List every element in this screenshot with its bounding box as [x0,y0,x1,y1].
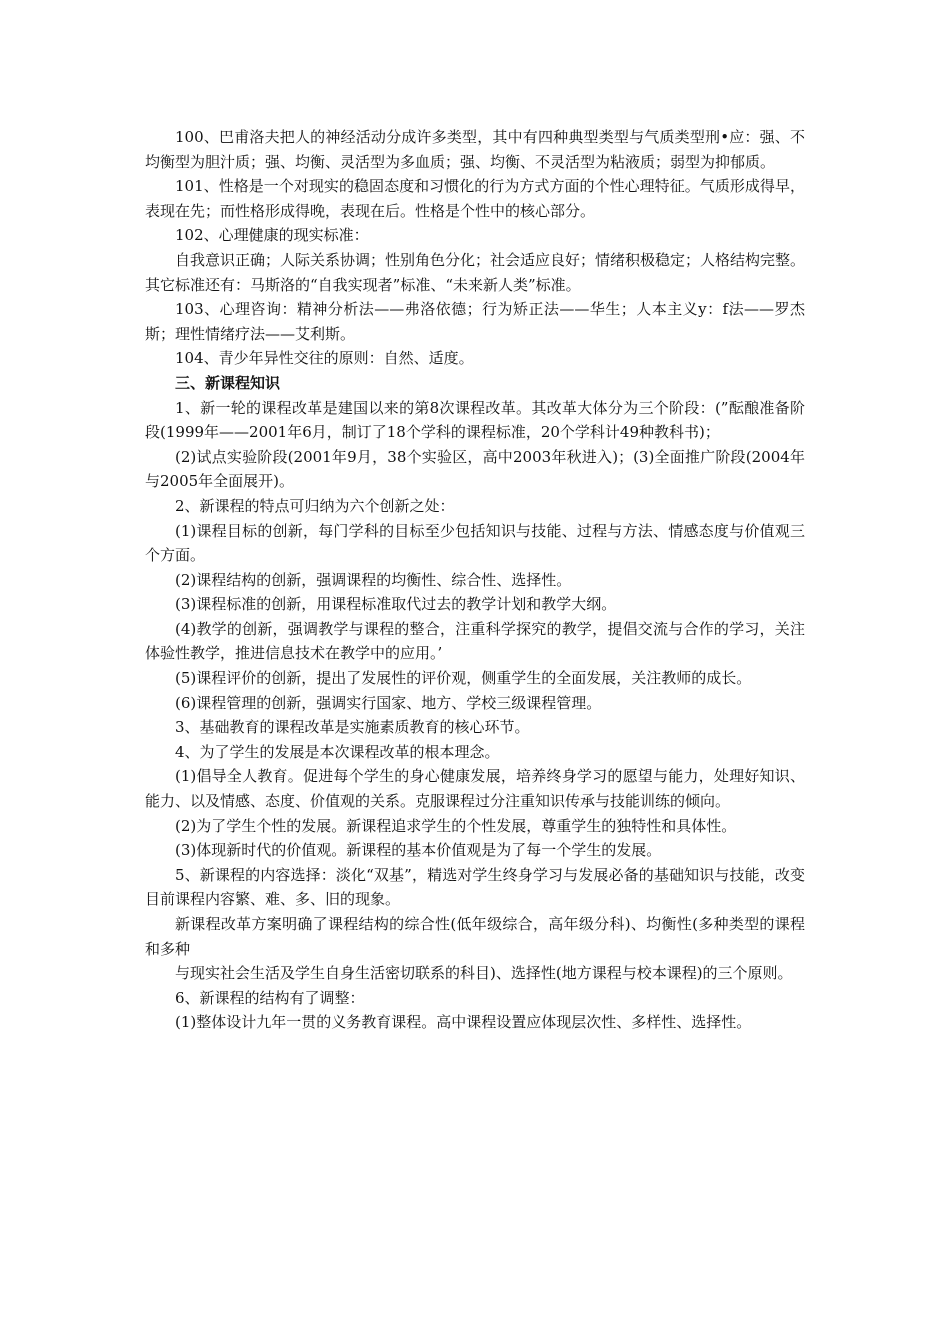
paragraph: 5、新课程的内容选择：淡化“双基”，精选对学生终身学习与发展必备的基础知识与技能，改变目前课程内容繁、难、多、旧的现象。 [145,865,805,909]
paragraph: (2)为了学生个性的发展。新课程追求学生的个性发展，尊重学生的独特性和具体性。 [175,816,737,835]
paragraph: 3、基础教育的课程改革是实施素质教育的核心环节。 [175,718,530,737]
paragraph: (3)课程标准的创新，用课程标准取代过去的教学计划和教学大纲。 [175,595,617,614]
paragraph: (1)倡导全人教育。促进每个学生的身心健康发展，培养终身学习的愿望与能力，处理好知识、能力、以及情感、态度、价值观的关系。克服课程过分注重知识传承与技能训练的倾向。 [145,767,805,811]
paragraph: 与现实社会生活及学生自身生活密切联系的科目)、选择性(地方课程与校本课程)的三个原则。 [175,964,793,983]
paragraph: 2、新课程的特点可归纳为六个创新之处： [175,496,455,515]
paragraph: (2)试点实验阶段(2001年9月，38个实验区，高中2003年秋进入)；(3)全面推广阶段(2004年与2005年全面展开)。 [145,447,805,491]
paragraph: 4、为了学生的发展是本次课程改革的根本理念。 [175,742,500,761]
paragraph: 102、心理健康的现实标准： [175,226,369,245]
paragraph: (1)整体设计九年一贯的义务教育课程。高中课程设置应体现层次性、多样性、选择性。 [175,1013,752,1032]
paragraph: (5)课程评价的创新，提出了发展性的评价观，侧重学生的全面发展，关注教师的成长。 [175,669,752,688]
paragraph: (4)教学的创新，强调教学与课程的整合，注重科学探究的教学，提倡交流与合作的学习，关注体验性教学，推进信息技术在教学中的应用。’ [145,619,805,663]
paragraph: 1、新一轮的课程改革是建国以来的第8次课程改革。其改革大体分为三个阶段：(”酝酿准备阶段(1999年——2001年6月，制订了18个学科的课程标准，20个学科计49种教科书)； [145,398,805,442]
paragraph: 100、巴甫洛夫把人的神经活动分成许多类型，其中有四种典型类型与气质类型刑•应：强、不均衡型为胆汁质；强、均衡、灵活型为多血质；强、均衡、不灵活型为粘液质；弱型为抑郁质。 [145,128,805,171]
document-page [145,125,805,1035]
paragraph: 新课程改革方案明确了课程结构的综合性(低年级综合，高年级分科)、均衡性(多种类型的课程和多种 [145,915,805,958]
paragraph: (2)课程结构的创新，强调课程的均衡性、综合性、选择性。 [175,570,572,589]
paragraph: 101、性格是一个对现实的稳固态度和习惯化的行为方式方面的个性心理特征。气质形成得早，表现在先；而性格形成得晚，表现在后。性格是个性中的核心部分。 [145,177,805,220]
paragraph: (6)课程管理的创新，强调实行国家、地方、学校三级课程管理。 [175,693,602,712]
paragraph: (3)体现新时代的价值观。新课程的基本价值观是为了每一个学生的发展。 [175,841,662,860]
paragraph: 自我意识正确；人际关系协调；性别角色分化；社会适应良好；情绪积极稳定；人格结构完整。其它标准还有：马斯洛的“自我实现者”标准、“未来新人类”标准。 [145,250,806,294]
paragraph: 104、青少年异性交往的原则：自然、适度。 [175,349,474,368]
paragraph: 6、新课程的结构有了调整： [175,988,365,1007]
section-heading: 三、新课程知识 [175,373,281,392]
paragraph: 103、心理咨询：精神分析法——弗洛依德；行为矫正法——华生；人本主义y：f法——罗杰斯；理性情绪疗法——艾利斯。 [145,300,805,343]
paragraph: (1)课程目标的创新，每门学科的目标至少包括知识与技能、过程与方法、情感态度与价值观三个方面。 [145,521,805,565]
